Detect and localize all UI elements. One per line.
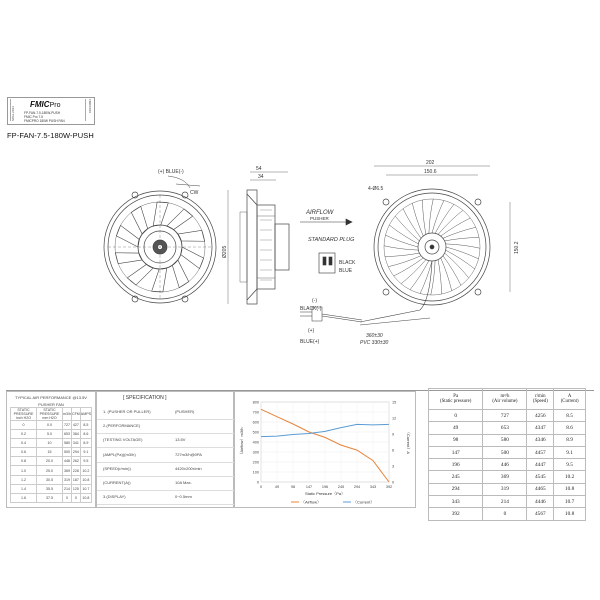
spec-panel — [96, 391, 234, 508]
data-row — [429, 471, 586, 483]
perf-cell: 262 — [72, 457, 81, 466]
perf-col-header: CFM — [72, 408, 81, 421]
perf-cell: 8.9 — [80, 439, 91, 448]
perf-cell: 10.7 — [80, 484, 91, 493]
perf-cell: 1.0 — [11, 466, 37, 475]
perf-cell: 8.6 — [80, 430, 91, 439]
perf-cell: 37.5 — [37, 493, 63, 502]
brand-label — [7, 97, 95, 125]
rotation-label: CW — [190, 190, 199, 196]
data-cell: 9.5 — [554, 459, 586, 471]
rear-rib — [445, 253, 469, 278]
rear-rib — [443, 227, 476, 238]
spec-title: [ SPECIFICATION ] — [123, 395, 167, 401]
rear-rib — [412, 203, 423, 236]
dim-202: 202 — [426, 160, 435, 166]
y-right-tick-label: 3 — [392, 464, 395, 469]
data-cell: 10.8 — [554, 483, 586, 495]
fan-blade — [181, 247, 204, 269]
spec-label: (SPEED(r/min)) — [103, 465, 131, 471]
perf-row — [11, 484, 92, 493]
spec-value: 13.5V — [175, 437, 186, 443]
perf-cell: 10.8 — [80, 493, 91, 502]
y-right-tick-label: 6 — [392, 448, 395, 453]
perf-row — [11, 448, 92, 457]
data-col-header — [554, 389, 586, 410]
header-desc: (Current) — [560, 399, 579, 404]
data-cell: 8.9 — [554, 434, 586, 446]
fan-blade — [153, 202, 168, 226]
data-cell: 4347 — [527, 422, 554, 434]
perf-cell: 20.0 — [37, 457, 63, 466]
perf-cell: 384 — [72, 430, 81, 439]
data-row — [429, 459, 586, 471]
x-tick-label: 294 — [353, 485, 361, 489]
spec-row — [97, 448, 237, 463]
perf-cell: 319 — [63, 475, 72, 484]
cable-length: 360±30 — [366, 333, 383, 339]
perf-row — [11, 493, 92, 502]
y-right-tick-label: 9 — [392, 432, 395, 437]
brand-line-3: FMICPRO 180W PUSH FAN — [24, 118, 65, 123]
perf-table-panel — [6, 391, 96, 508]
data-cell: 4465 — [527, 483, 554, 495]
data-cell: 4457 — [527, 446, 554, 458]
data-cell: 500 — [483, 446, 527, 458]
data-cell: 369 — [483, 471, 527, 483]
x-tick-label: 196 — [321, 485, 329, 489]
perf-cell: 500 — [63, 448, 72, 457]
data-cell: 196 — [429, 459, 483, 471]
perf-cell: 10.2 — [80, 466, 91, 475]
rear-rib — [446, 244, 480, 248]
perf-cell: 10.8 — [80, 475, 91, 484]
data-row — [429, 446, 586, 458]
data-row — [429, 496, 586, 508]
fan-blade — [131, 206, 147, 234]
perf-cell: 0.6 — [11, 448, 37, 457]
data-cell: 294 — [429, 483, 483, 495]
data-col-header — [527, 389, 554, 410]
perf-row — [11, 421, 92, 430]
data-cell: 4545 — [527, 471, 554, 483]
fan-blade — [152, 268, 167, 292]
perf-cell: 15 — [37, 448, 63, 457]
spec-label: 3.(DISPLAY) — [103, 494, 126, 500]
data-cell: 392 — [429, 508, 483, 520]
perf-cell: 0 — [11, 421, 37, 430]
header-unit: A — [567, 394, 572, 399]
perf-cell: 0.8 — [11, 457, 37, 466]
rear-rib — [385, 253, 419, 256]
data-cell: 580 — [483, 434, 527, 446]
perf-cell: 1.2 — [11, 475, 37, 484]
perf-col-header: STATIC PRESSURE mm H2O — [37, 408, 63, 421]
header-desc: (Static pressure) — [440, 399, 472, 404]
data-table-header — [429, 389, 586, 410]
y-left-tick-label: 700 — [252, 410, 259, 415]
spec-value: 0~0.5mm — [175, 494, 192, 500]
front-view — [104, 176, 216, 303]
header-unit: Pa — [453, 394, 459, 399]
perf-row — [11, 466, 92, 475]
perf-table-title: TYPICAL AIR PERFORMANCE @13.5V — [15, 395, 87, 400]
data-cell: 4446 — [527, 496, 554, 508]
perf-row — [11, 457, 92, 466]
data-cell: 343 — [429, 496, 483, 508]
perf-cell: 9.5 — [80, 457, 91, 466]
spec-row — [97, 419, 237, 434]
y-right-tick-label: 0 — [392, 480, 395, 485]
data-table — [428, 388, 586, 521]
brand-line-2: FMIC Pro 7.5 — [24, 115, 43, 119]
data-cell: 214 — [483, 496, 527, 508]
perf-cell: 25.0 — [37, 466, 63, 475]
perf-cell: 0.0 — [37, 421, 63, 430]
y-left-tick-label: 500 — [252, 430, 259, 435]
data-row — [429, 483, 586, 495]
spec-label: 1. (PUSHER OR PULLER) — [103, 409, 151, 414]
data-cell: 653 — [483, 422, 527, 434]
perf-col-header: m3/h — [63, 408, 72, 421]
brand-line-1: FP-FAN-7.5-180W-PUSH — [24, 111, 61, 115]
legend-label: （Current） — [353, 499, 375, 505]
data-cell: 10.8 — [554, 508, 586, 520]
data-cell: 727 — [483, 410, 527, 422]
data-cell: 8.5 — [554, 410, 586, 422]
perf-cell: 187 — [72, 475, 81, 484]
front-wire-label: (+) BLUE(-) — [158, 169, 184, 175]
holes-label: 4-Ø6.5 — [368, 186, 384, 192]
perf-cell: 125 — [72, 484, 81, 493]
legend-label: （Airflow） — [301, 499, 322, 505]
perf-cell: 8.5 — [80, 421, 91, 430]
header-desc: (Air volume) — [492, 399, 518, 404]
perf-cell: 341 — [72, 439, 81, 448]
data-row — [429, 410, 586, 422]
dim-34: 34 — [258, 174, 264, 180]
brand-stamp: SPAL 2014 — [10, 99, 17, 121]
chart-panel — [234, 391, 416, 508]
perf-cell: 5.0 — [37, 430, 63, 439]
perf-cell: 0.2 — [11, 430, 37, 439]
perf-cell: 369 — [63, 466, 72, 475]
y-left-tick-label: 400 — [252, 440, 259, 445]
spec-row — [97, 433, 237, 448]
side-view — [228, 172, 289, 304]
perf-cell: 0 — [63, 493, 72, 502]
model-title: FP-FAN-7.5-180W-PUSH — [7, 131, 94, 140]
data-cell: 10.2 — [554, 471, 586, 483]
rear-rib — [401, 260, 426, 284]
data-cell: 98 — [429, 434, 483, 446]
rear-rib — [429, 199, 433, 233]
x-tick-label: 0 — [259, 485, 263, 489]
y-left-tick-label: 600 — [252, 420, 259, 425]
spec-value: 10A Max. — [175, 480, 192, 485]
data-cell: 49 — [429, 422, 483, 434]
spec-row — [97, 476, 237, 491]
perf-cell: 653 — [63, 430, 72, 439]
spec-label: (CURRENT(A)) — [103, 480, 131, 485]
y-left-tick-label: 300 — [252, 450, 259, 455]
data-col-header — [483, 389, 527, 410]
header-unit: m³/h — [500, 394, 510, 399]
plug-label: STANDARD PLUG — [308, 237, 355, 243]
perf-col-header: AMPS — [80, 408, 91, 421]
perf-cell: 0.4 — [11, 439, 37, 448]
spec-label: 2.(PERFORMANCE) — [103, 423, 141, 429]
plug-icon — [319, 253, 335, 273]
fan-blade — [127, 264, 153, 285]
x-tick-label: 343 — [369, 485, 377, 489]
data-cell: 245 — [429, 471, 483, 483]
rear-rib — [438, 260, 441, 294]
perf-cell: 228 — [72, 466, 81, 475]
perf-cell: 1.6 — [11, 493, 37, 502]
data-cell: 8.6 — [554, 422, 586, 434]
fan-blade — [178, 230, 205, 241]
perf-cell: 580 — [63, 439, 72, 448]
data-cell: 319 — [483, 483, 527, 495]
spec-value: 4420±200r/min — [175, 465, 202, 471]
rear-rib — [438, 210, 463, 234]
perf-row — [11, 439, 92, 448]
fan-blade — [115, 253, 142, 264]
spec-row — [97, 490, 237, 505]
perf-table-subtitle: PUSHER FAN — [38, 402, 64, 407]
data-cell: 0 — [429, 410, 483, 422]
airflow-label: AIRFLOW — [306, 210, 334, 216]
dim-150-2: 150.2 — [514, 241, 520, 254]
data-row — [429, 508, 586, 520]
spec-label: (TESTING VOLTAGE) — [103, 437, 143, 443]
perf-row — [11, 430, 92, 439]
rear-rib — [395, 216, 419, 241]
y-left-tick-label: 800 — [252, 400, 259, 405]
perf-col-header: STATIC PRESSURE inch H2O — [11, 408, 37, 421]
data-cell: 10.7 — [554, 496, 586, 508]
x-tick-label: 98 — [290, 485, 296, 489]
y-left-tick-label: 100 — [252, 470, 259, 475]
brand-logo: FMICPro — [30, 100, 61, 109]
perf-cell: 10 — [37, 439, 63, 448]
data-cell: 0 — [483, 508, 527, 520]
y-left-tick-label: 0 — [256, 480, 259, 485]
rear-rib — [388, 256, 421, 267]
blue-plus-label: BLUE(+) — [300, 339, 320, 345]
perf-cell: 427 — [72, 421, 81, 430]
y-left-tick-label: 200 — [252, 460, 259, 465]
fan-blade — [167, 209, 193, 230]
spec-row — [97, 462, 237, 477]
dim-54: 54 — [256, 166, 262, 172]
spec-label: (AMPL(Pa))(m3/h) — [103, 451, 136, 457]
pusher-label: PUSHER — [310, 216, 329, 221]
y-left-axis-label: （Airflow）m3/h — [239, 427, 244, 457]
rear-rib — [423, 200, 426, 234]
data-cell: 4256 — [527, 410, 554, 422]
data-col-header — [429, 389, 483, 410]
data-cell: 4567 — [527, 508, 554, 520]
data-row — [429, 422, 586, 434]
fan-blade — [116, 225, 139, 247]
x-tick-label: 49 — [274, 485, 280, 489]
perf-cell: 727 — [63, 421, 72, 430]
performance-chart — [235, 392, 415, 507]
perf-cell: 214 — [63, 484, 72, 493]
dim-150-6: 150.6 — [424, 169, 437, 175]
perf-cell: 1.4 — [11, 484, 37, 493]
y-right-tick-label: 12 — [392, 416, 397, 421]
perf-cell: 0 — [72, 493, 81, 502]
x-tick-label: 245 — [337, 485, 345, 489]
black-label: BLACK — [339, 260, 356, 266]
minus-label: (-) — [312, 298, 317, 304]
perf-table — [10, 407, 92, 503]
rear-rib — [384, 246, 418, 250]
y-right-tick-label: 15 — [392, 400, 397, 405]
data-row — [429, 434, 586, 446]
spec-value: (PUSHER) — [175, 409, 195, 414]
perf-row — [11, 475, 92, 484]
blue-label: BLUE — [339, 268, 353, 274]
perf-cell: 446 — [63, 457, 72, 466]
perf-cell: 35.5 — [37, 484, 63, 493]
data-cell: 4346 — [527, 434, 554, 446]
rear-rib — [445, 238, 479, 241]
spec-value: 727m3/h@0PA — [175, 451, 202, 457]
perf-cell: 30.5 — [37, 475, 63, 484]
y-right-axis-label: （Current）A — [406, 429, 411, 455]
perf-cell: 9.1 — [80, 448, 91, 457]
black-minus-label: BLACK(-) — [300, 306, 322, 312]
x-tick-label: 147 — [305, 485, 313, 489]
dim-diameter: Ø205 — [222, 245, 228, 258]
fan-blade — [172, 260, 188, 288]
pvc-label: PVC 330±30 — [360, 340, 389, 346]
data-cell: 446 — [483, 459, 527, 471]
x-axis-label: Static Pressure（Pa） — [304, 491, 346, 496]
data-cell: 4447 — [527, 459, 554, 471]
plus-label: (+) — [308, 328, 315, 334]
spec-row — [97, 405, 237, 420]
x-tick-label: 392 — [385, 485, 393, 489]
perf-cell: 294 — [72, 448, 81, 457]
brand-tail: FMICPRO — [85, 99, 92, 121]
data-cell: 147 — [429, 446, 483, 458]
rear-rib — [441, 258, 452, 291]
header-unit: r/min — [535, 394, 546, 399]
data-cell: 9.1 — [554, 446, 586, 458]
header-desc: (Speed) — [532, 399, 548, 404]
technical-drawing — [0, 150, 600, 360]
